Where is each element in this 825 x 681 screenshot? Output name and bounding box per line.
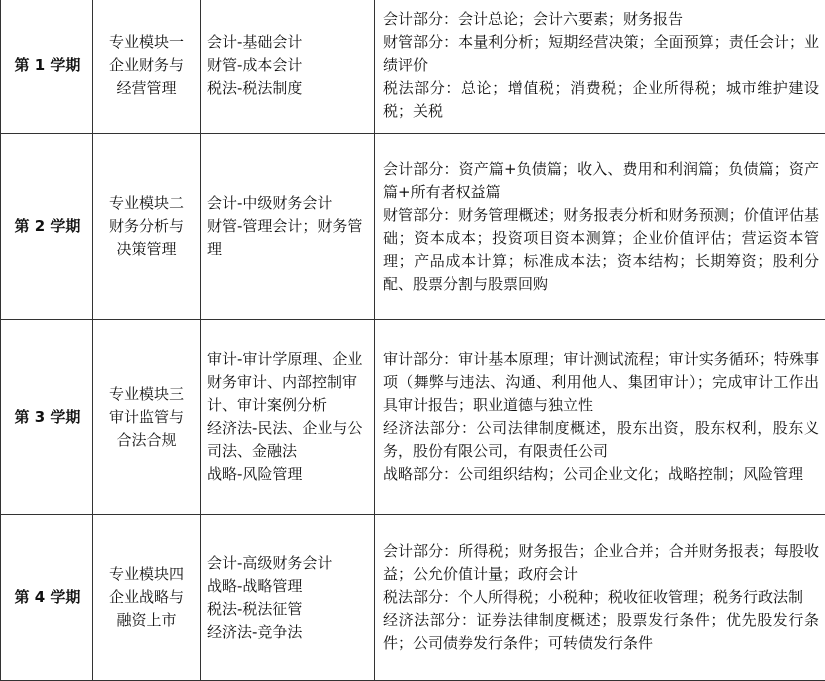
content-cell [375, 515, 825, 681]
course-line: 经济法-民法、企业与公司法、金融法 [207, 419, 363, 460]
course-line: 战略-战略管理 [207, 576, 303, 595]
term-cell: 第 1 学期 [1, 0, 93, 134]
course-cell [201, 320, 375, 515]
module-line: 专业模块一 [108, 33, 184, 51]
term-cell: 第 4 学期 [1, 515, 93, 681]
course-line: 财管-管理会计；财务管理 [207, 217, 363, 258]
course-line: 税法-税法征管 [207, 599, 303, 618]
course-line: 税法-税法制度 [207, 79, 303, 97]
table-row [1, 320, 825, 515]
module-line: 企业财务与 [108, 56, 184, 74]
course-cell [201, 134, 375, 320]
module-cell [93, 515, 201, 681]
table-row [1, 134, 825, 320]
content-paragraph: 会计部分：所得税；财务报告；企业合并；合并财务报表；每股收益；公允价值计量；政府会计 [383, 542, 819, 583]
term-cell: 第 3 学期 [1, 320, 93, 515]
content-cell [375, 134, 825, 320]
module-line: 合法合规 [116, 430, 177, 449]
module-line: 经营管理 [116, 79, 177, 97]
course-line: 审计-审计学原理、企业财务审计、内部控制审计、审计案例分析 [207, 350, 363, 414]
content-paragraph: 审计部分：审计基本原理；审计测试流程；审计实务循环；特殊事项（舞弊与违法、沟通、利用他人、集团审计）；完成审计工作出具审计报告；职业道德与独立性 [383, 350, 819, 414]
term-cell: 第 2 学期 [1, 134, 93, 320]
module-cell [93, 134, 201, 320]
content-paragraph: 财管部分：本量利分析；短期经营决策；全面预算；责任会计；业绩评价 [383, 33, 819, 74]
module-line: 专业模块三 [108, 384, 184, 403]
module-line: 融资上市 [116, 611, 177, 629]
course-line: 会计-中级财务会计 [207, 194, 333, 212]
module-line: 财务分析与 [108, 217, 184, 235]
content-paragraph: 会计部分：资产篇+负债篇；收入、费用和利润篇；负债篇；资产篇+所有者权益篇 [383, 159, 819, 201]
content-paragraph: 经济法部分：公司法律制度概述，股东出资，股东权利，股东义务，股份有限公司，有限责任公司 [383, 419, 819, 460]
module-cell [93, 320, 201, 515]
module-line: 专业模块四 [108, 565, 184, 583]
module-line: 专业模块二 [108, 194, 184, 212]
course-line: 战略-风险管理 [207, 465, 303, 483]
course-line: 会计-高级财务会计 [207, 553, 333, 572]
course-line: 财管-成本会计 [207, 56, 303, 74]
content-cell [375, 0, 825, 134]
module-line: 决策管理 [116, 240, 177, 258]
course-cell [201, 515, 375, 681]
course-line: 经济法-竞争法 [207, 622, 303, 641]
module-line: 审计监管与 [108, 407, 184, 426]
module-line: 企业战略与 [108, 588, 184, 606]
table-row [1, 515, 825, 681]
content-paragraph: 财管部分：财务管理概述；财务报表分析和财务预测；价值评估基础；资本成本；投资项目资本测算；企业价值评估；营运资本管理；产品成本计算；标准成本法；资本结构；长期筹资；股利分配、股票分割与股票回购 [383, 205, 819, 293]
course-cell [201, 0, 375, 134]
content-paragraph: 经济法部分：证券法律制度概述；股票发行条件；优先股发行条件；公司债券发行条件；可转债发行条件 [383, 611, 819, 652]
content-paragraph: 会计部分：会计总论；会计六要素；财务报告 [383, 10, 684, 28]
content-cell [375, 320, 825, 515]
content-paragraph: 战略部分：公司组织结构；公司企业文化；战略控制；风险管理 [383, 465, 804, 483]
module-cell [93, 0, 201, 134]
content-paragraph: 税法部分：总论；增值税；消费税；企业所得税；城市维护建设税；关税 [383, 79, 819, 120]
table-row [1, 0, 825, 134]
content-paragraph: 税法部分：个人所得税；小税种；税收征收管理；税务行政法制 [383, 588, 804, 606]
course-line: 会计-基础会计 [207, 33, 303, 51]
